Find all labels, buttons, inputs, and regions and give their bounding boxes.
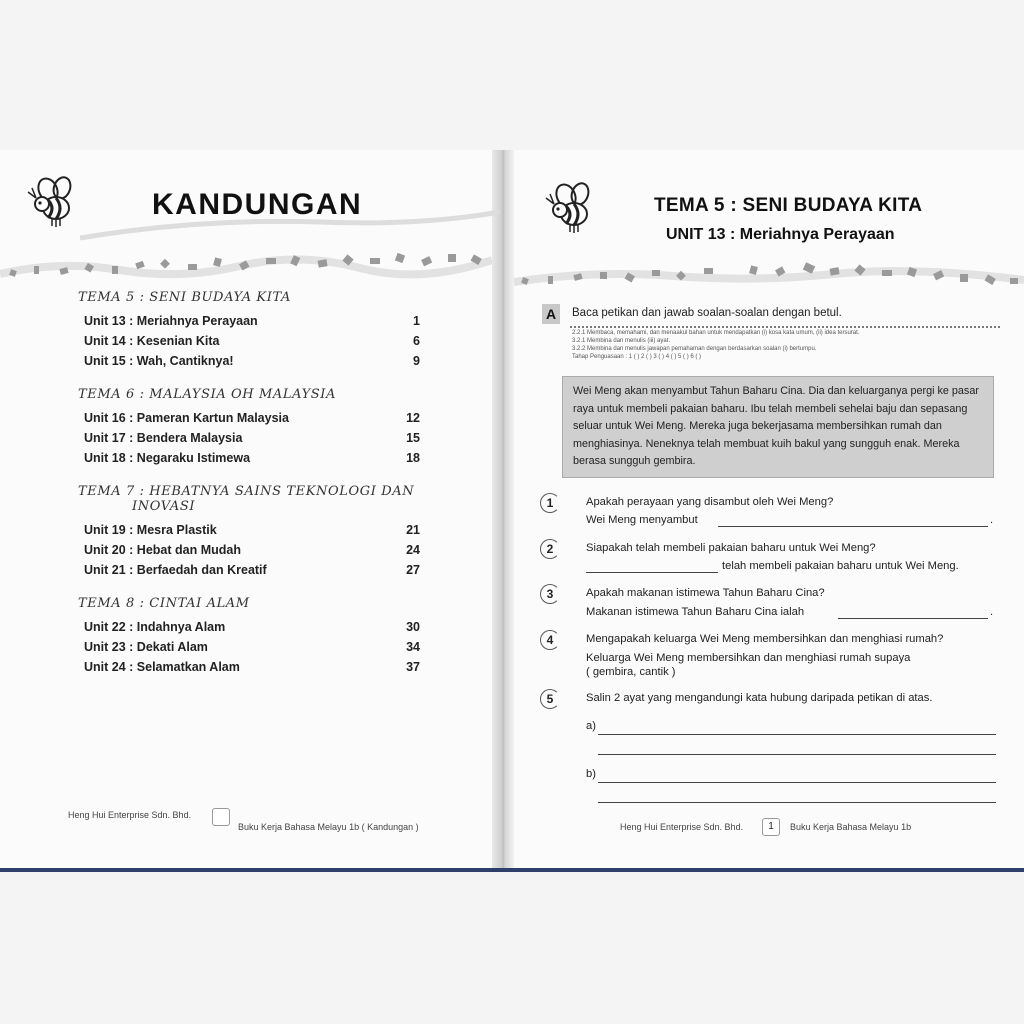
question-text: Mengapakah keluarga Wei Meng membersihkan dan menghiasi rumah? [586,633,944,645]
toc-row: Unit 16 : Pameran Kartun Malaysia 12 [78,408,438,428]
unit-label: Unit 18 [84,451,126,465]
page-number: 27 [406,563,420,577]
unit-name: Berfaedah dan Kreatif [136,563,267,577]
unit-name: Dekati Alam [136,640,208,654]
page-number: 9 [413,354,420,368]
page-number: 15 [406,431,420,445]
theme-heading-continued: INOVASI [132,499,196,514]
answer-prefix: Makanan istimewa Tahun Baharu Cina ialah [586,606,805,618]
unit-label: Unit 15 [84,354,126,368]
toc-row: Unit 22 : Indahnya Alam 30 [78,617,438,637]
unit-name: Negaraku Istimewa [136,451,251,465]
standard-line: 2.2.1 Membaca, memahami, dan menaakul bahan untuk mendapatkan (i) kosa kata umum, (ii) idea tersurat. [572,330,860,336]
answer-suffix: . [990,514,994,526]
answer-line[interactable] [598,802,996,803]
page-number: 1 [413,314,420,328]
toc-theme-8 [78,596,438,677]
book-bottom-edge [0,868,1024,872]
unit-name: Hebat dan Mudah [136,543,241,557]
standard-line: 3.2.2 Membina dan menulis jawapan pemahaman dengan berdasarkan soalan (i) bertumpu. [572,346,817,352]
theme-title: TEMA 5 : SENI BUDAYA KITA [654,195,923,216]
unit-label: Unit 14 [84,334,126,348]
unit-label: Unit 21 [84,563,126,577]
unit-name: Mesra Plastik [136,523,217,537]
unit-name: Wah, Cantiknya! [136,354,234,368]
unit-name: Indahnya Alam [136,620,226,634]
answer-hint: ( gembira, cantik ) [586,666,676,678]
toc-row: Unit 20 : Hebat dan Mudah 24 [78,540,438,560]
theme-heading: TEMA 6 : MALAYSIA OH MALAYSIA [78,387,336,402]
mastery-level-line: Tahap Penguasaan : 1 ( ) 2 ( ) 3 ( ) 4 ( ) 5 ( ) 6 ( ) [572,354,702,360]
footer-page-number: 1 [762,818,780,836]
page-title: KANDUNGAN [152,188,363,221]
standard-line: 3.2.1 Membina dan menulis (iii) ayat. [572,338,671,344]
unit-label: Unit 16 [84,411,126,425]
unit-label: Unit 19 [84,523,126,537]
page-number: 12 [406,411,420,425]
answer-prefix: Wei Meng menyambut [586,514,698,526]
answer-line[interactable] [586,572,718,573]
answer-line[interactable] [598,754,996,755]
page-number: 30 [406,620,420,634]
toc-row: Unit 21 : Berfaedah dan Kreatif 27 [78,560,438,580]
unit-label: Unit 22 [84,620,126,634]
footer-page-box [212,808,230,826]
footer-book-title: Buku Kerja Bahasa Melayu 1b [790,822,912,832]
question-number: 4 [540,630,560,650]
book-spine [492,150,514,872]
unit-title: UNIT 13 : Meriahnya Perayaan [666,226,895,243]
dotted-divider [570,326,1000,328]
footer-book-title: Buku Kerja Bahasa Melayu 1b ( Kandungan ) [238,822,419,832]
answer-line[interactable] [718,526,988,527]
page-number: 24 [406,543,420,557]
unit-name: Kesenian Kita [136,334,220,348]
bee-icon [544,180,596,234]
toc-row: Unit 19 : Mesra Plastik 21 [78,520,438,540]
answer-suffix: . [990,606,994,618]
footer-publisher: Heng Hui Enterprise Sdn. Bhd. [68,810,192,820]
answer-prefix: Keluarga Wei Meng membersihkan dan menghiasi rumah supaya [586,652,911,664]
toc-row: Unit 23 : Dekati Alam 34 [78,637,438,657]
question-number: 1 [540,493,560,513]
page-number: 6 [413,334,420,348]
reading-passage: Wei Meng akan menyambut Tahun Baharu Cina. Dia dan keluarganya pergi ke pasar raya untuk membeli pakaian baharu. Ibu telah membeli sehelai baju dan sepasang seluar untuk Wei Meng. Mereka juga bekerjasama membersihkan rumah dan menghiasinya. Neneknya telah membuat kuih bakul yang sungguh enak. Mereka berasa sungguh gembira. [562,376,994,478]
section-letter: A [542,304,560,324]
page-number: 18 [406,451,420,465]
toc-row: Unit 18 : Negaraku Istimewa 18 [78,448,438,468]
title-swoosh [80,208,500,248]
unit-name: Pameran Kartun Malaysia [136,411,289,425]
unit-label: Unit 23 [84,640,126,654]
theme-heading: TEMA 7 : HEBATNYA SAINS TEKNOLOGI DAN [78,484,415,499]
answer-line[interactable] [598,782,996,783]
toc-row: Unit 24 : Selamatkan Alam 37 [78,657,438,677]
right-page [514,150,1024,868]
page-number: 37 [406,660,420,674]
instruction-text: Baca petikan dan jawab soalan-soalan dengan betul. [572,307,842,319]
theme-heading: TEMA 5 : SENI BUDAYA KITA [78,290,292,305]
answer-line[interactable] [838,618,988,619]
question-text: Salin 2 ayat yang mengandungi kata hubung daripada petikan di atas. [586,692,933,704]
part-b-label: b) [586,768,596,780]
unit-name: Selamatkan Alam [136,660,240,674]
toc-row: Unit 17 : Bendera Malaysia 15 [78,428,438,448]
toc-theme-6 [78,387,438,468]
question-number: 3 [540,584,560,604]
page-number: 34 [406,640,420,654]
part-a-label: a) [586,720,596,732]
question-text: Apakah makanan istimewa Tahun Baharu Cina? [586,587,825,599]
unit-label: Unit 24 [84,660,126,674]
decorative-confetti-band [0,246,492,290]
unit-name: Meriahnya Perayaan [136,314,258,328]
answer-suffix: telah membeli pakaian baharu untuk Wei Meng. [722,560,959,572]
table-of-contents [78,290,438,693]
question-text: Siapakah telah membeli pakaian baharu untuk Wei Meng? [586,542,876,554]
question-text: Apakah perayaan yang disambut oleh Wei Meng? [586,496,834,508]
question-number: 5 [540,689,560,709]
unit-label: Unit 13 [84,314,126,328]
page-number: 21 [406,523,420,537]
decorative-confetti-band [514,254,1024,298]
unit-label: Unit 17 [84,431,126,445]
toc-theme-7 [78,484,438,580]
bee-icon [26,174,78,228]
left-page [0,150,492,868]
unit-label: Unit 20 [84,543,126,557]
theme-heading: TEMA 8 : CINTAI ALAM [78,596,250,611]
toc-row: Unit 13 : Meriahnya Perayaan 1 [78,311,438,331]
toc-row: Unit 14 : Kesenian Kita 6 [78,331,438,351]
question-number: 2 [540,539,560,559]
footer-publisher: Heng Hui Enterprise Sdn. Bhd. [620,822,744,832]
toc-row: Unit 15 : Wah, Cantiknya! 9 [78,351,438,371]
unit-name: Bendera Malaysia [136,431,243,445]
toc-theme-5 [78,290,438,371]
answer-line[interactable] [598,734,996,735]
